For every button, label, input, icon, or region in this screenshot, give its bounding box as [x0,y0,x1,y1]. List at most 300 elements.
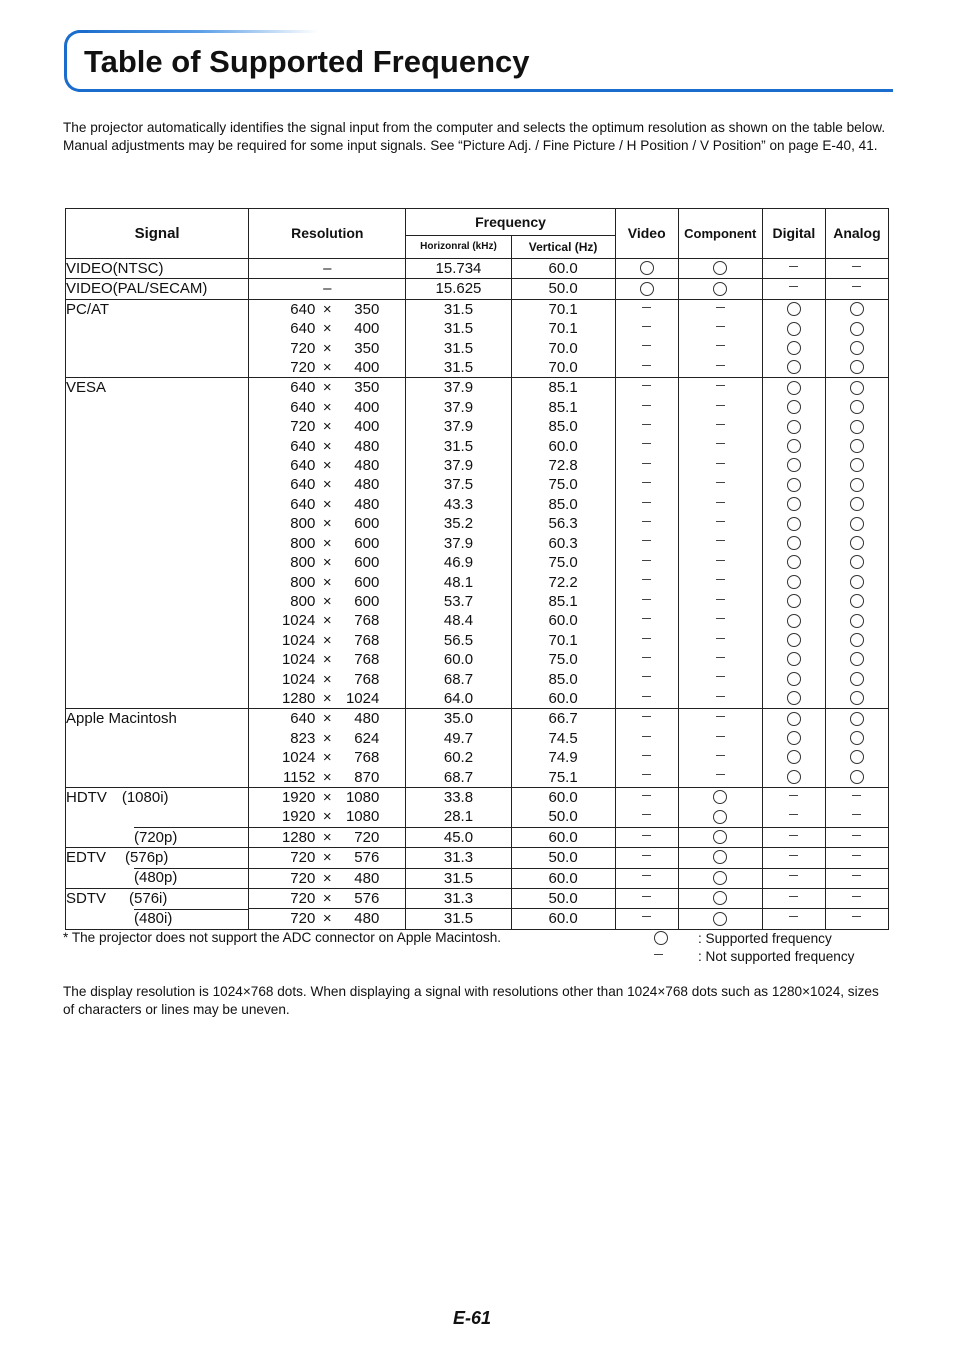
not-supported-dash-icon [852,916,861,917]
vertical-frequency-cell: 66.7 [511,709,615,729]
video-support-cell [615,709,678,729]
analog-support-cell [825,398,888,417]
not-supported-dash-icon [716,385,725,386]
video-support-cell [615,827,678,847]
table-row [66,868,889,888]
component-support-cell [678,437,762,456]
resolution-height: 400 [354,418,380,436]
resolution-height: 480 [354,710,380,728]
resolution-cell [249,319,406,338]
supported-circle-icon [850,517,864,531]
not-supported-dash-icon [716,696,725,697]
resolution-width: 1024 [281,631,316,649]
signal-cell [66,456,249,475]
resolution-cell [249,437,406,456]
supported-circle-icon [787,517,801,531]
analog-support-cell [825,827,888,847]
analog-support-cell [825,650,888,669]
display-resolution-text: The display resolution is 1024×768 dots. When displaying a signal with resolutions other than 1024×768 dots such as 1280×1024, sizes of characters or lines may be uneven. [63,984,879,1017]
resolution-cell [249,650,406,669]
signal-cell [66,787,249,807]
digital-support-cell [762,495,825,514]
vertical-frequency-cell: 50.0 [511,807,615,827]
intro-paragraph-2: Manual adjustments may be required for some input signals. See “Picture Adj. / Fine Picture / H Position / V Position” on page E-40, 41. [63,137,878,153]
not-supported-dash-icon [789,855,798,856]
resolution-height: 350 [354,379,380,397]
signal-cell [66,534,249,553]
analog-support-cell [825,611,888,630]
frequency-table [65,208,889,930]
signal-cell [66,748,249,767]
legend-supported-label: : Supported frequency [698,931,832,946]
times-symbol: × [322,890,332,907]
analog-support-cell [825,592,888,611]
supported-circle-icon [713,261,727,275]
analog-support-cell [825,709,888,729]
footnote: * The projector does not support the ADC connector on Apple Macintosh. [63,930,502,945]
vertical-frequency-cell: 85.0 [511,495,615,514]
resolution-cell [249,868,406,888]
not-supported-dash-icon [789,795,798,796]
component-support-cell [678,827,762,847]
table-row [66,417,889,436]
resolution-height: 350 [354,300,380,318]
table-row [66,319,889,338]
digital-support-cell [762,259,825,279]
resolution-cell [249,398,406,417]
component-support-cell [678,650,762,669]
times-symbol: × [322,379,332,397]
legend-supported [654,930,854,948]
supported-circle-icon [787,575,801,589]
times-symbol: × [322,339,332,357]
video-support-cell [615,456,678,475]
table-row [66,592,889,611]
vertical-frequency-cell: 74.5 [511,729,615,748]
times-symbol: × [322,495,332,513]
vertical-frequency-cell: 72.2 [511,573,615,592]
analog-support-cell [825,456,888,475]
analog-support-cell [825,378,888,398]
component-support-cell [678,909,762,929]
table-row [66,553,889,572]
not-supported-dash-icon [642,540,651,541]
legend-not-supported-label: : Not supported frequency [698,949,855,964]
analog-support-cell [825,909,888,929]
display-resolution-note [63,983,891,1019]
supported-circle-icon [787,712,801,726]
times-symbol: × [322,849,332,867]
horizontal-frequency-cell: 46.9 [406,553,511,572]
not-supported-dash-icon [716,443,725,444]
resolution-width: 640 [290,495,316,513]
video-support-cell [615,670,678,689]
resolution-width: 1024 [281,651,316,669]
not-supported-dash-icon [716,599,725,600]
signal-subformat: (480p) [134,869,178,887]
horizontal-frequency-cell: 60.0 [406,650,511,669]
resolution-height: 350 [354,339,380,357]
resolution-height: 480 [354,495,380,513]
resolution-width: 640 [290,379,316,397]
component-support-cell [678,398,762,417]
vertical-frequency-cell: 85.0 [511,417,615,436]
resolution-width: 1024 [281,670,316,688]
header-analog: Analog [825,209,888,259]
video-support-cell [615,339,678,358]
resolution-cell [249,670,406,689]
table-row [66,299,889,319]
resolution-cell [249,729,406,748]
signal-cell [66,631,249,650]
component-support-cell [678,689,762,709]
analog-support-cell [825,417,888,436]
component-support-cell [678,299,762,319]
vertical-frequency-cell: 75.0 [511,553,615,572]
resolution-width: 1280 [281,828,316,846]
component-support-cell [678,456,762,475]
times-symbol: × [322,437,332,455]
component-support-cell [678,417,762,436]
not-supported-dash-icon [716,618,725,619]
not-supported-dash-icon [852,875,861,876]
vertical-frequency-cell: 50.0 [511,848,615,868]
digital-support-cell [762,592,825,611]
supported-circle-icon [787,614,801,628]
signal-cell [66,553,249,572]
resolution-width: 640 [290,320,316,338]
analog-support-cell [825,868,888,888]
resolution-height: 576 [354,849,380,867]
digital-support-cell [762,514,825,533]
signal-subformat: (576i) [129,890,168,908]
supported-circle-icon [850,575,864,589]
analog-support-cell [825,358,888,378]
component-support-cell [678,768,762,788]
resolution-cell [249,339,406,358]
analog-support-cell [825,807,888,827]
resolution-cell [249,378,406,398]
signal-name: PC/AT [66,300,110,318]
video-support-cell [615,592,678,611]
not-supported-dash-icon [642,855,651,856]
times-symbol: × [322,592,332,610]
resolution-height: 1080 [345,788,380,806]
resolution-cell [249,475,406,494]
signal-cell [66,889,249,909]
resolution-cell [249,534,406,553]
resolution-width: 1920 [281,788,316,806]
supported-circle-icon [787,360,801,374]
header-resolution: Resolution [249,209,406,259]
header-frequency: Frequency [406,209,615,236]
digital-support-cell [762,339,825,358]
supported-circle-icon [850,652,864,666]
horizontal-frequency-cell: 15.625 [406,279,511,299]
digital-support-cell [762,889,825,909]
table-row [66,768,889,788]
signal-name: VIDEO(PAL/SECAM) [66,280,208,298]
resolution-cell [249,514,406,533]
resolution-width: 823 [290,729,316,747]
not-supported-dash-icon [642,365,651,366]
times-symbol: × [322,631,332,649]
resolution-height: 480 [354,476,380,494]
not-supported-dash-icon [852,896,861,897]
resolution-cell [249,848,406,868]
supported-circle-icon [850,555,864,569]
not-supported-dash-icon [642,482,651,483]
resolution-width: 640 [290,398,316,416]
video-support-cell [615,868,678,888]
horizontal-frequency-cell: 37.9 [406,417,511,436]
not-supported-dash-icon [716,307,725,308]
not-supported-dash-icon [642,774,651,775]
supported-circle-icon [850,341,864,355]
component-support-cell [678,709,762,729]
not-supported-dash-icon [852,835,861,836]
vertical-frequency-cell: 85.1 [511,398,615,417]
table-row [66,889,889,909]
signal-cell [66,848,249,868]
resolution-height: 624 [354,729,380,747]
video-support-cell [615,848,678,868]
page-number: E-61 [453,1308,492,1328]
times-symbol: × [322,418,332,436]
vertical-frequency-cell: 75.0 [511,650,615,669]
table-row [66,514,889,533]
supported-circle-icon [850,400,864,414]
horizontal-frequency-cell: 31.3 [406,889,511,909]
times-symbol: × [322,729,332,747]
table-row [66,378,889,398]
not-supported-dash-icon [642,345,651,346]
not-supported-dash-icon [642,896,651,897]
analog-support-cell [825,553,888,572]
times-symbol: × [322,808,332,826]
resolution-width: 720 [290,910,316,928]
analog-support-cell [825,339,888,358]
analog-support-cell [825,514,888,533]
resolution-height: 870 [354,768,380,786]
supported-circle-icon [787,594,801,608]
not-supported-dash-icon [789,875,798,876]
signal-cell [66,259,249,279]
not-supported-dash-icon [716,755,725,756]
not-supported-dash-icon [789,286,798,287]
signal-cell [66,670,249,689]
component-support-cell [678,279,762,299]
signal-name: SDTV [66,890,107,908]
resolution-height: 1024 [345,689,380,707]
resolution-width: 640 [290,437,316,455]
video-support-cell [615,611,678,630]
title-underline [78,89,893,92]
resolution-height: 600 [354,515,380,533]
resolution-height: 768 [354,749,380,767]
table-row [66,689,889,709]
signal-cell [66,868,249,888]
component-support-cell [678,670,762,689]
component-support-cell [678,259,762,279]
resolution-cell [249,358,406,378]
supported-circle-icon [787,420,801,434]
times-symbol: × [322,749,332,767]
signal-subformat: (720p) [134,828,178,846]
not-supported-dash-icon [642,424,651,425]
video-support-cell [615,807,678,827]
horizontal-frequency-cell: 31.5 [406,909,511,929]
not-supported-dash-icon [716,463,725,464]
signal-subformat: (480i) [134,910,173,928]
video-support-cell [615,358,678,378]
resolution-cell [249,748,406,767]
vertical-frequency-cell: 75.1 [511,768,615,788]
vertical-frequency-cell: 60.0 [511,868,615,888]
signal-cell [66,339,249,358]
supported-circle-icon [640,261,654,275]
table-row [66,398,889,417]
signal-cell [66,417,249,436]
resolution-cell [249,889,406,909]
table-row [66,670,889,689]
supported-circle-icon [850,381,864,395]
signal-name: VIDEO(NTSC) [66,260,164,277]
not-supported-dash-icon [642,676,651,677]
not-supported-dash-icon [716,716,725,717]
times-symbol: × [322,670,332,688]
horizontal-frequency-cell: 31.5 [406,299,511,319]
not-supported-dash-icon [789,266,798,267]
supported-circle-icon [850,439,864,453]
signal-cell [66,807,249,827]
digital-support-cell [762,787,825,807]
video-support-cell [615,299,678,319]
resolution-cell [249,553,406,572]
supported-circle-icon [640,282,654,296]
table-row [66,534,889,553]
supported-circle-icon [787,400,801,414]
supported-circle-icon [850,420,864,434]
analog-support-cell [825,259,888,279]
resolution-height: 576 [354,890,380,907]
not-supported-dash-icon [642,795,651,796]
horizontal-frequency-cell: 35.0 [406,709,511,729]
resolution-width: 720 [290,869,316,887]
vertical-frequency-cell: 70.1 [511,319,615,338]
resolution-width: 1024 [281,612,316,630]
analog-support-cell [825,573,888,592]
analog-support-cell [825,748,888,767]
supported-circle-icon [850,731,864,745]
supported-circle-icon [850,770,864,784]
resolution-cell [249,689,406,709]
digital-support-cell [762,650,825,669]
signal-cell [66,768,249,788]
horizontal-frequency-cell: 37.9 [406,398,511,417]
table-row [66,495,889,514]
vertical-frequency-cell: 85.1 [511,378,615,398]
supported-circle-icon [787,750,801,764]
vertical-frequency-cell: 85.1 [511,592,615,611]
resolution-cell [249,827,406,847]
table-row [66,259,889,279]
video-support-cell [615,909,678,929]
not-supported-dash-icon [642,657,651,658]
table-row [66,709,889,729]
not-supported-dash-icon [716,560,725,561]
vertical-frequency-cell: 70.1 [511,299,615,319]
not-supported-dash-icon [852,795,861,796]
horizontal-frequency-cell: 64.0 [406,689,511,709]
supported-circle-icon [787,691,801,705]
table-row [66,573,889,592]
video-support-cell [615,729,678,748]
horizontal-frequency-cell: 53.7 [406,592,511,611]
resolution-width: 720 [290,849,316,867]
table-row [66,909,889,929]
not-supported-dash-icon [642,618,651,619]
not-supported-dash-icon [852,814,861,815]
analog-support-cell [825,495,888,514]
not-supported-dash-icon [642,835,651,836]
vertical-frequency-cell: 70.0 [511,339,615,358]
horizontal-frequency-cell: 68.7 [406,768,511,788]
intro-text [63,119,891,154]
vertical-frequency-cell: 75.0 [511,475,615,494]
analog-support-cell [825,889,888,909]
not-supported-dash-icon [642,463,651,464]
times-symbol: × [322,457,332,475]
not-supported-dash-icon [716,521,725,522]
resolution-cell [249,787,406,807]
horizontal-frequency-cell: 31.5 [406,339,511,358]
digital-support-cell [762,611,825,630]
not-supported-dash-icon [654,954,663,955]
digital-support-cell [762,689,825,709]
horizontal-frequency-cell: 31.5 [406,437,511,456]
vertical-frequency-cell: 50.0 [511,279,615,299]
vertical-frequency-cell: 70.1 [511,631,615,650]
supported-circle-icon [713,810,727,824]
supported-circle-icon [850,750,864,764]
supported-circle-icon [787,536,801,550]
vertical-frequency-cell: 60.0 [511,259,615,279]
digital-support-cell [762,534,825,553]
legend [654,930,854,966]
times-symbol: × [322,573,332,591]
resolution-height: 400 [354,359,380,377]
supported-circle-icon [850,633,864,647]
signal-cell [66,689,249,709]
table-row [66,437,889,456]
vertical-frequency-cell: 56.3 [511,514,615,533]
horizontal-frequency-cell: 45.0 [406,827,511,847]
resolution-cell [249,631,406,650]
not-supported-dash-icon [716,326,725,327]
component-support-cell [678,889,762,909]
table-row [66,787,889,807]
video-support-cell [615,437,678,456]
supported-circle-icon [850,712,864,726]
component-support-cell [678,573,762,592]
not-supported-dash-icon [642,579,651,580]
signal-cell [66,437,249,456]
analog-support-cell [825,670,888,689]
supported-circle-icon [713,912,727,926]
analog-support-cell [825,279,888,299]
not-supported-dash-icon [642,736,651,737]
